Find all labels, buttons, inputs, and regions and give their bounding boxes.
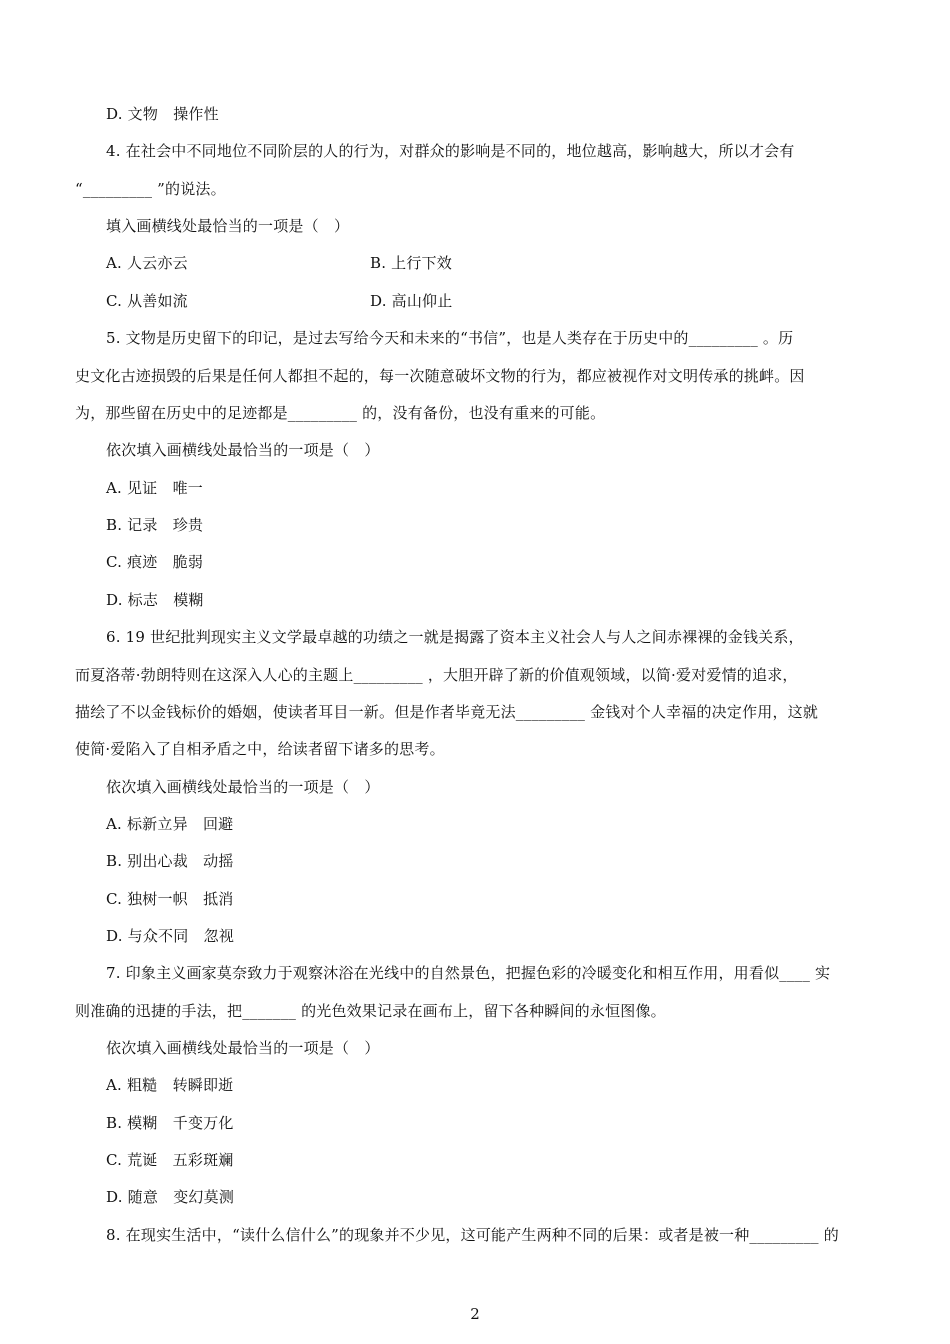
q5-option-d: D. 标志 模糊 <box>106 591 204 609</box>
q5-stem-line3: 为，那些留在历史中的足迹都是_________ 的，没有备份，也没有重来的可能。 <box>75 404 606 422</box>
q7-stem-line1: 7. 印象主义画家莫奈致力于观察沐浴在光线中的自然景色，把握色彩的冷暖变化和相互作用，用看似____ 实 <box>106 964 831 982</box>
q7-option-d: D. 随意 变幻莫测 <box>106 1188 235 1206</box>
q6-stem-line2: 而夏洛蒂·勃朗特则在这深入人心的主题上_________ ，大胆开辟了新的价值观领域，以简·爱对爱情的追求， <box>75 666 798 684</box>
q7-prompt: 依次填入画横线处最恰当的一项是（ ） <box>106 1039 380 1057</box>
q4-options-row1 <box>106 253 806 273</box>
q4-stem-line1: 4. 在社会中不同地位不同阶层的人的行为，对群众的影响是不同的，地位越高，影响越大，所以才会有 <box>106 142 795 160</box>
q5-option-c: C. 痕迹 脆弱 <box>106 553 204 571</box>
q6-prompt: 依次填入画横线处最恰当的一项是（ ） <box>106 778 380 796</box>
q7-option-c: C. 荒诞 五彩斑斓 <box>106 1151 234 1169</box>
q4-option-d: D. 高山仰止 <box>370 292 453 310</box>
q5-option-a: A. 见证 唯一 <box>106 479 203 497</box>
q6-stem-line1: 6. 19 世纪批判现实主义文学最卓越的功绩之一就是揭露了资本主义社会人与人之间赤裸裸的金钱关系， <box>106 628 804 646</box>
q4-stem-line2: “_________ ”的说法。 <box>75 180 226 198</box>
q4-options-row2 <box>106 291 806 311</box>
page-number: 2 <box>470 1305 480 1323</box>
q7-option-b: B. 模糊 千变万化 <box>106 1114 234 1132</box>
q6-option-a: A. 标新立异 回避 <box>106 815 234 833</box>
q6-stem-line3: 描绘了不以金钱标价的婚姻，使读者耳目一新。但是作者毕竟无法_________ 金钱对个人幸福的决定作用，这就 <box>75 703 819 721</box>
q4-option-a: A. 人云亦云 <box>106 254 188 272</box>
q6-option-c: C. 独树一帜 抵消 <box>106 890 234 908</box>
q7-stem-line2: 则准确的迅捷的手法，把_______ 的光色效果记录在画布上，留下各种瞬间的永恒图像。 <box>75 1002 666 1020</box>
q4-prompt: 填入画横线处最恰当的一项是（ ） <box>106 217 350 235</box>
q5-prompt: 依次填入画横线处最恰当的一项是（ ） <box>106 441 380 459</box>
q4-option-c: C. 从善如流 <box>106 292 188 310</box>
q6-option-d: D. 与众不同 忽视 <box>106 927 235 945</box>
q6-option-b: B. 别出心裁 动摇 <box>106 852 234 870</box>
q5-stem-line1: 5. 文物是历史留下的印记，是过去写给今天和未来的“书信”，也是人类存在于历史中的_________ 。历 <box>106 329 794 347</box>
q3-option-d: D. 文物 操作性 <box>106 105 219 123</box>
q5-option-b: B. 记录 珍贵 <box>106 516 204 534</box>
q4-option-b: B. 上行下效 <box>370 254 452 272</box>
q7-option-a: A. 粗糙 转瞬即逝 <box>106 1076 234 1094</box>
q8-stem-line1: 8. 在现实生活中，“读什么信什么”的现象并不少见，这可能产生两种不同的后果：或者是被一种_________ 的 <box>106 1226 839 1244</box>
q5-stem-line2: 史文化古迹损毁的后果是任何人都担不起的，每一次随意破坏文物的行为，都应被视作对文明传承的挑衅。因 <box>75 367 805 385</box>
q6-stem-line4: 使简·爱陷入了自相矛盾之中，给读者留下诸多的思考。 <box>75 740 445 758</box>
